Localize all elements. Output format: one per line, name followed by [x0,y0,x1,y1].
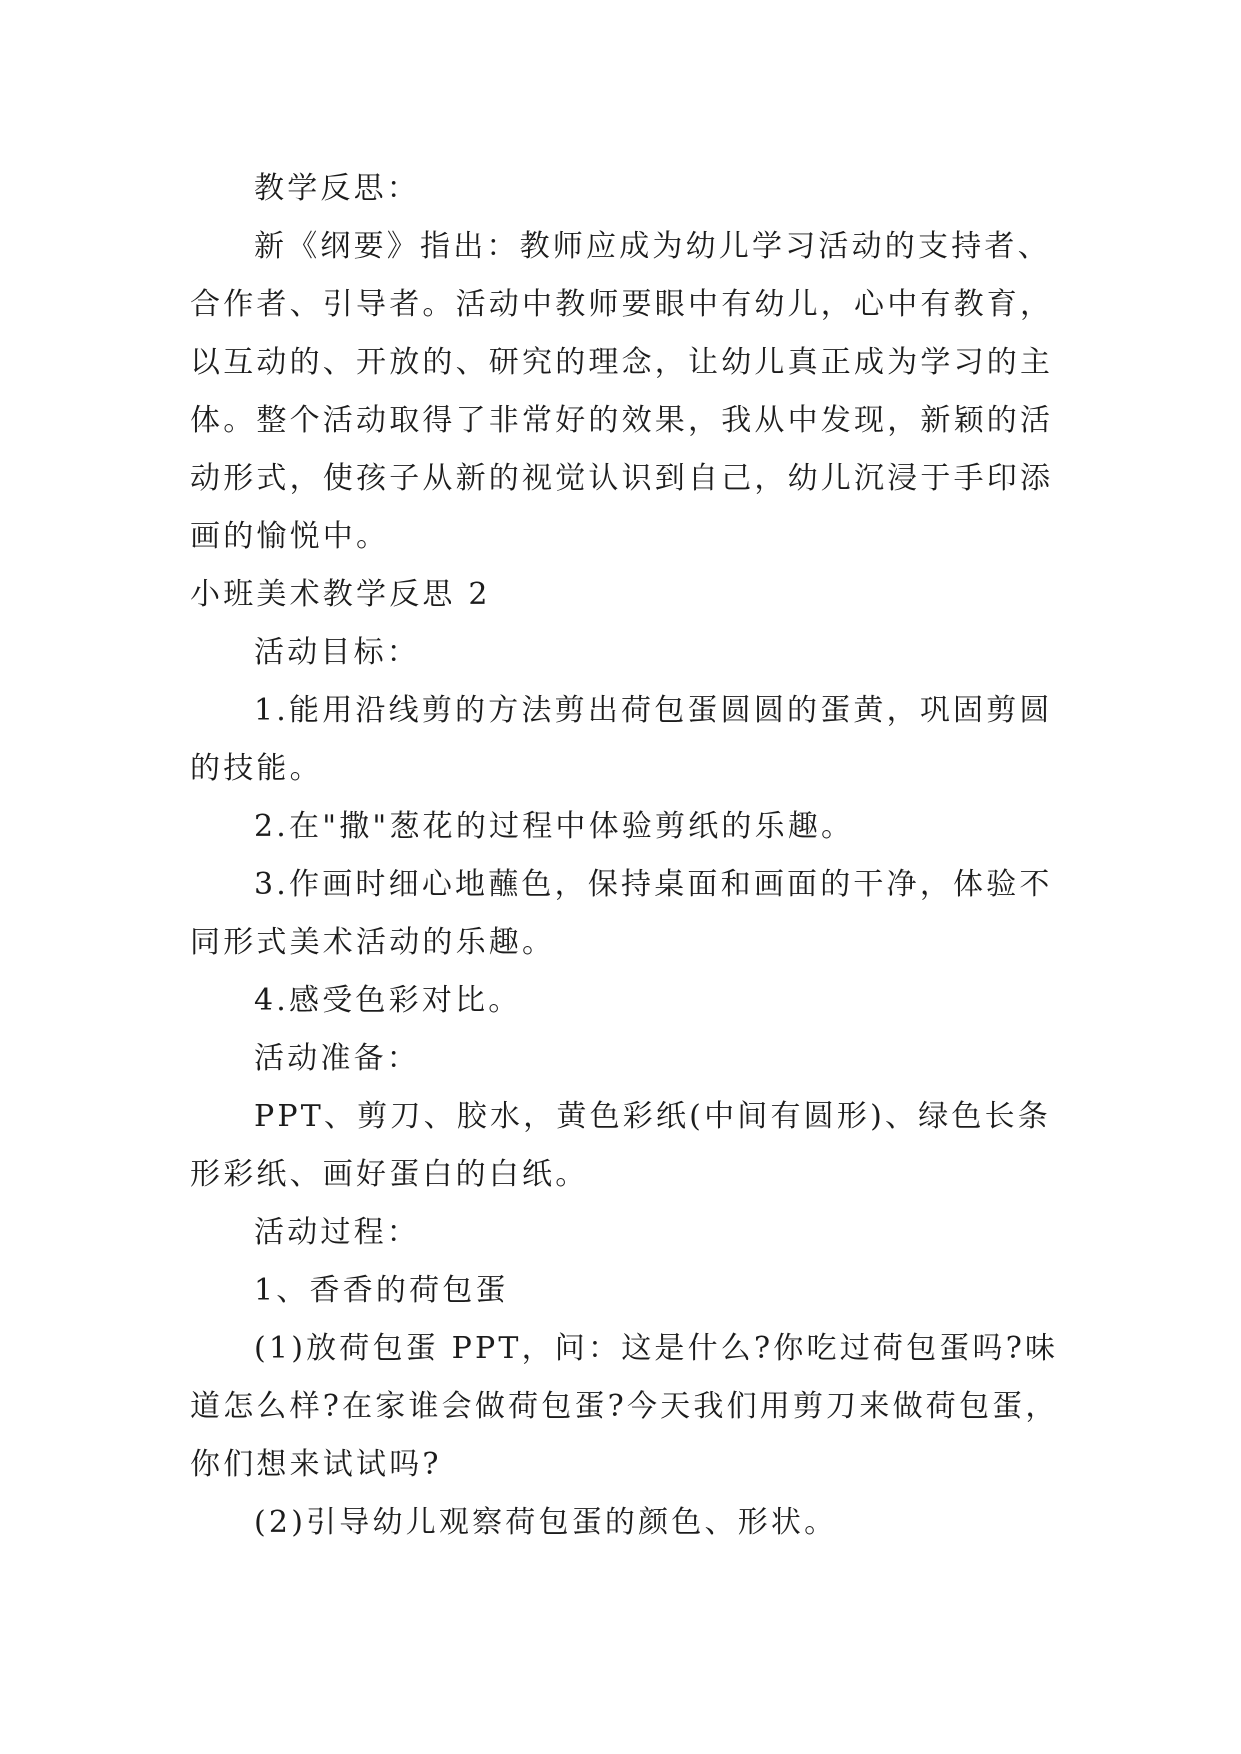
paragraph-process-heading: 活动过程： [254,1215,420,1250]
document-body [190,160,1070,1552]
paragraph-goals-heading: 活动目标： [254,635,420,670]
paragraph-goal-2: 2.在"撒"葱花的过程中体验剪纸的乐趣。 [254,809,855,844]
paragraph-process-step-1-2: (2)引导幼儿观察荷包蛋的颜色、形状。 [254,1505,838,1540]
paragraph-process-step-1: 1、香香的荷包蛋 [254,1273,509,1308]
paragraph-process-step-1-1: (1)放荷包蛋 PPT，问：这是什么?你吃过荷包蛋吗?味道怎么样?在家谁会做荷包蛋?今天我们用剪刀来做荷包蛋，你们想来试试吗? [190,1331,1059,1482]
paragraph-goal-3: 3.作画时细心地蘸色，保持桌面和画面的干净，体验不同形式美术活动的乐趣。 [190,867,1053,960]
paragraph-preparation-body: PPT、剪刀、胶水，黄色彩纸(中间有圆形)、绿色长条形彩纸、画好蛋白的白纸。 [190,1099,1051,1192]
paragraph-goal-1: 1.能用沿线剪的方法剪出荷包蛋圆圆的蛋黄，巩固剪圆的技能。 [190,693,1053,786]
paragraph-goal-4: 4.感受色彩对比。 [254,983,522,1018]
paragraph-reflection-body: 新《纲要》指出：教师应成为幼儿学习活动的支持者、合作者、引导者。活动中教师要眼中有幼儿，心中有教育，以互动的、开放的、研究的理念，让幼儿真正成为学习的主体。整个活动取得了非常好的效果，我从中发现，新颖的活动形式，使孩子从新的视觉认识到自己，幼儿沉浸于手印添画的愉悦中。 [190,229,1054,554]
paragraph-reflection-heading: 教学反思： [254,171,420,206]
paragraph-preparation-heading: 活动准备： [254,1041,420,1076]
section-title: 小班美术教学反思 2 [190,577,491,612]
